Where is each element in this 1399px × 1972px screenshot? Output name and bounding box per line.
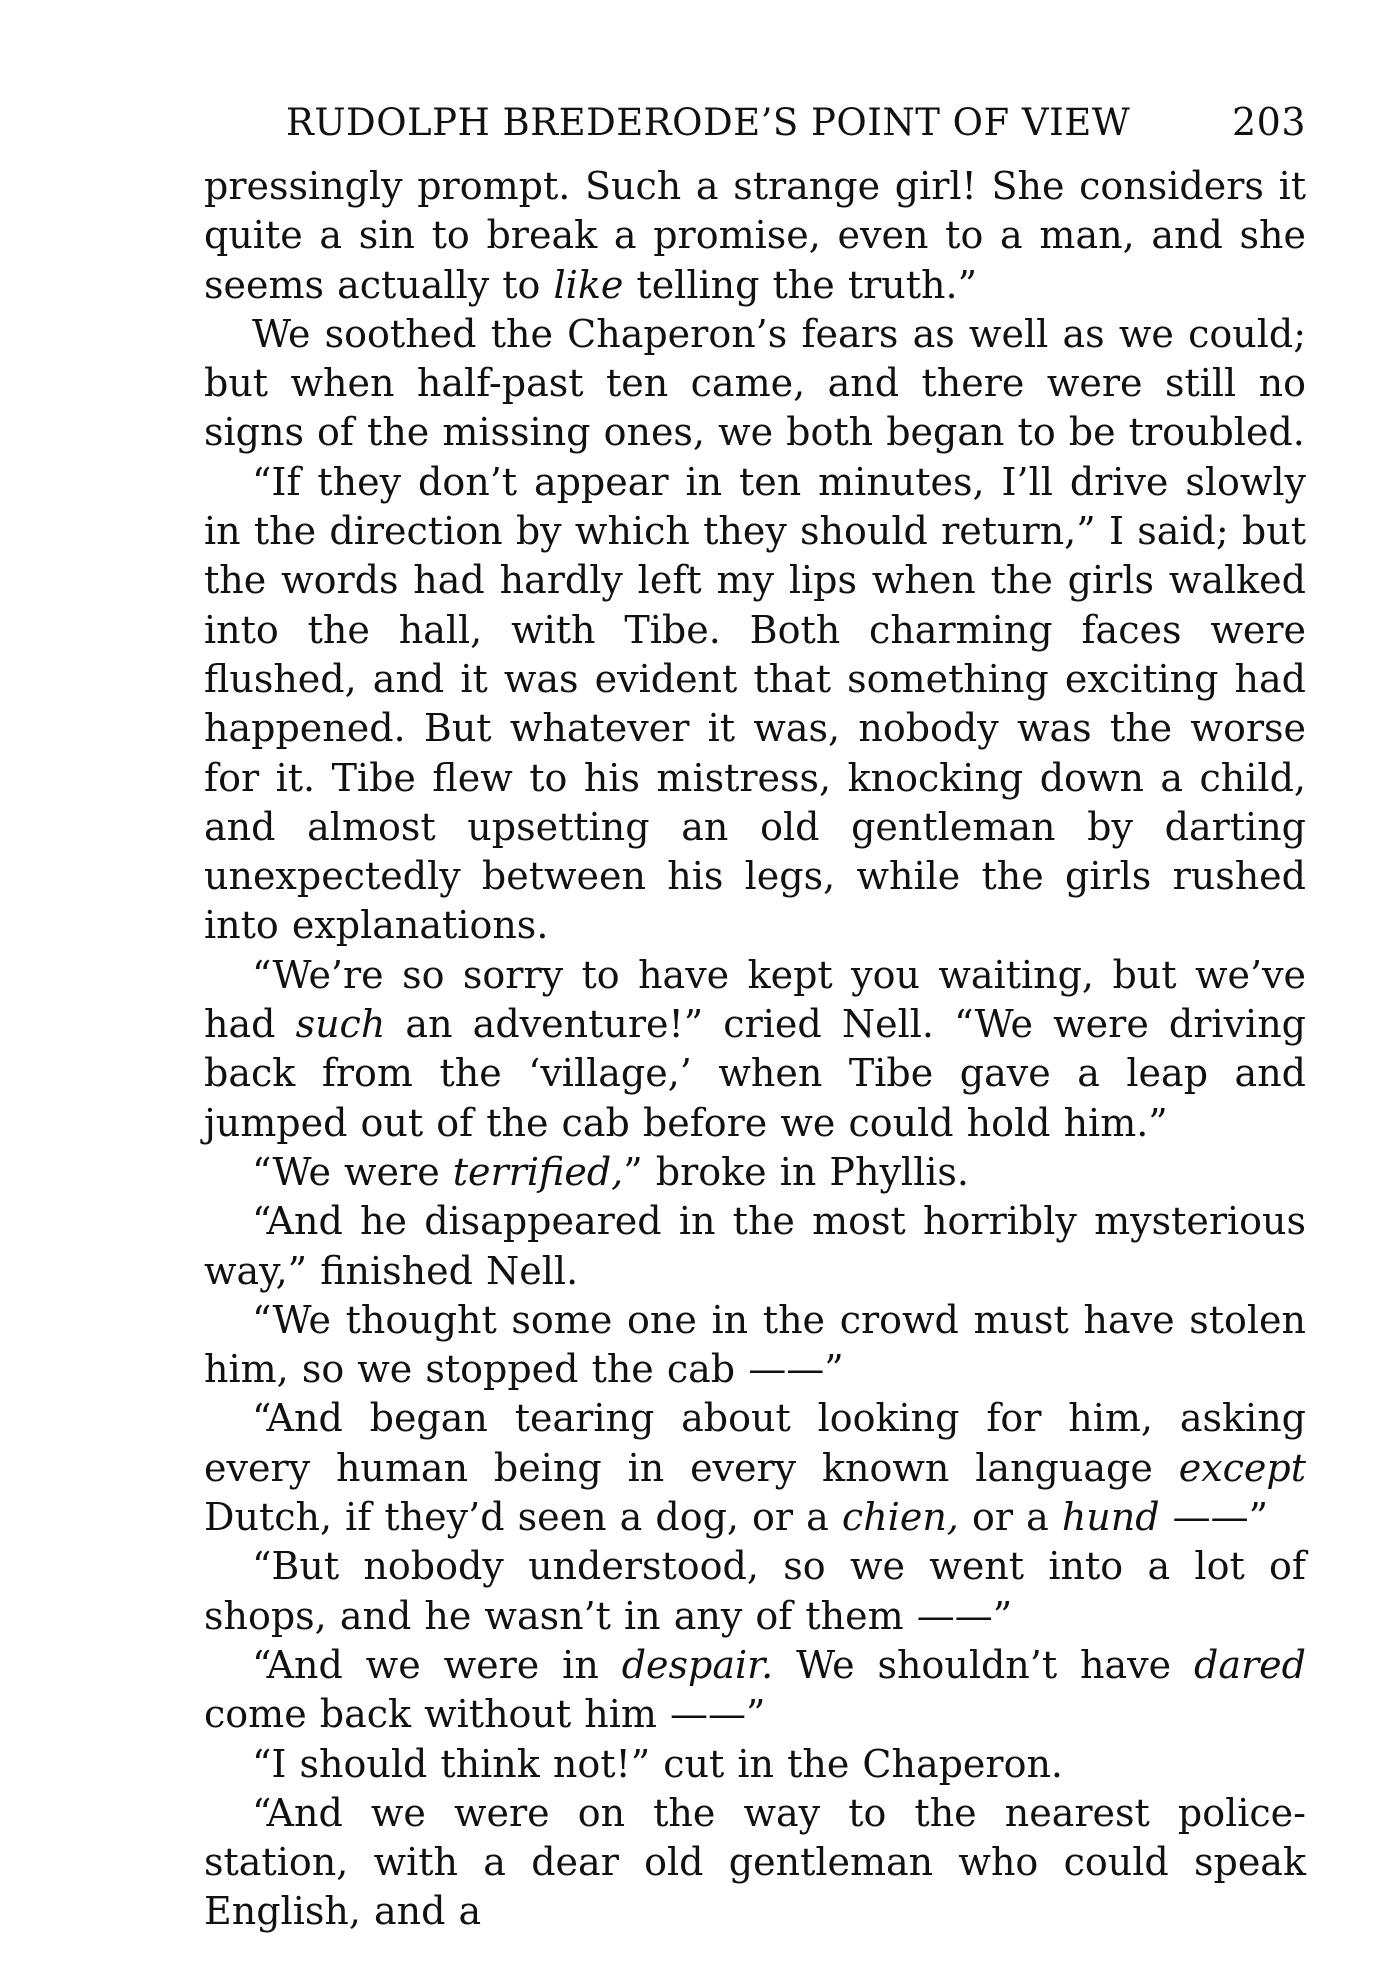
paragraph <box>204 1641 1306 1740</box>
text-run: “We’re so sorry to have kept you waiting, but we’ve had <box>204 952 1306 1047</box>
paragraph <box>204 951 1306 1148</box>
paragraph <box>204 310 1306 458</box>
paragraph <box>204 1296 1306 1395</box>
paragraph <box>204 1148 1306 1197</box>
paragraph <box>204 458 1306 951</box>
italic-text: dared <box>1194 1642 1306 1687</box>
text-run: come back without him ——” <box>204 1692 766 1737</box>
italic-text: chien, <box>841 1495 959 1540</box>
text-run: or a <box>958 1495 1062 1540</box>
paragraph <box>204 162 1306 310</box>
text-run: pressingly prompt. Such a strange girl! She considers it quite a sin to break a promise, even to a man, and she seems actually to <box>204 164 1306 307</box>
text-run: Dutch, if they’d seen a dog, or a <box>204 1495 842 1540</box>
italic-text: terrified, <box>452 1149 624 1194</box>
text-run: “And we were on the way to the nearest police-station, with a dear old gentleman who could speak English, and a <box>204 1790 1306 1934</box>
italic-text: except <box>1178 1445 1306 1490</box>
text-run: “But nobody understood, so we went into a lot of shops, and he wasn’t in any of them ——” <box>204 1544 1306 1638</box>
running-title: RUDOLPH BREDERODE’S POINT OF VIEW <box>286 101 1131 144</box>
text-run: “If they don’t appear in ten minutes, I’ll drive slowly in the direction by which they should return,” I said; but the words had hardly left my lips when the girls walked into the hall, with Tibe. Both charming faces were flushed, and it was evident that something exciting had happened. But whatever it was, nobody was the worse for it. Tibe flew to his mistress, knocking down a child, and almost upsetting an old gentleman by darting unexpectedly between his legs, while the girls rushed into explanations. <box>204 459 1306 948</box>
running-head <box>204 100 1306 162</box>
text-run: ” broke in Phyllis. <box>623 1149 969 1194</box>
book-page <box>204 100 1306 1937</box>
paragraph <box>204 1394 1306 1542</box>
italic-text: hund <box>1061 1495 1160 1540</box>
text-run: We shouldn’t have <box>773 1642 1195 1687</box>
page-number: 203 <box>1231 100 1306 144</box>
text-run: We soothed the Chaperon’s fears as well as we could; but when half-past ten came, and there were still no signs of the missing ones, we both began to be troubled. <box>204 311 1306 455</box>
italic-text: despair. <box>621 1642 774 1687</box>
text-run: “We were <box>252 1149 453 1194</box>
text-run: an adventure!” cried Nell. “We were driving back from the ‘village,’ when Tibe gave a leap and jumped out of the cab before we could hold him.” <box>204 1002 1306 1145</box>
paragraph <box>204 1542 1306 1641</box>
text-run: “And we were in <box>252 1642 622 1687</box>
text-run: “And began tearing about looking for him, asking every human being in every known language <box>204 1396 1306 1490</box>
text-run: ——” <box>1159 1495 1269 1540</box>
body-text <box>204 162 1306 1937</box>
italic-text: like <box>553 262 624 307</box>
paragraph <box>204 1740 1306 1789</box>
text-run: “We thought some one in the crowd must have stolen him, so we stopped the cab ——” <box>204 1297 1306 1392</box>
text-run: “And he disappeared in the most horribly mysterious way,” finished Nell. <box>204 1199 1306 1293</box>
text-run: “I should think not!” cut in the Chaperon. <box>252 1741 1064 1786</box>
italic-text: such <box>295 1002 386 1047</box>
text-run: telling the truth.” <box>623 262 977 307</box>
paragraph <box>204 1789 1306 1937</box>
paragraph <box>204 1197 1306 1296</box>
